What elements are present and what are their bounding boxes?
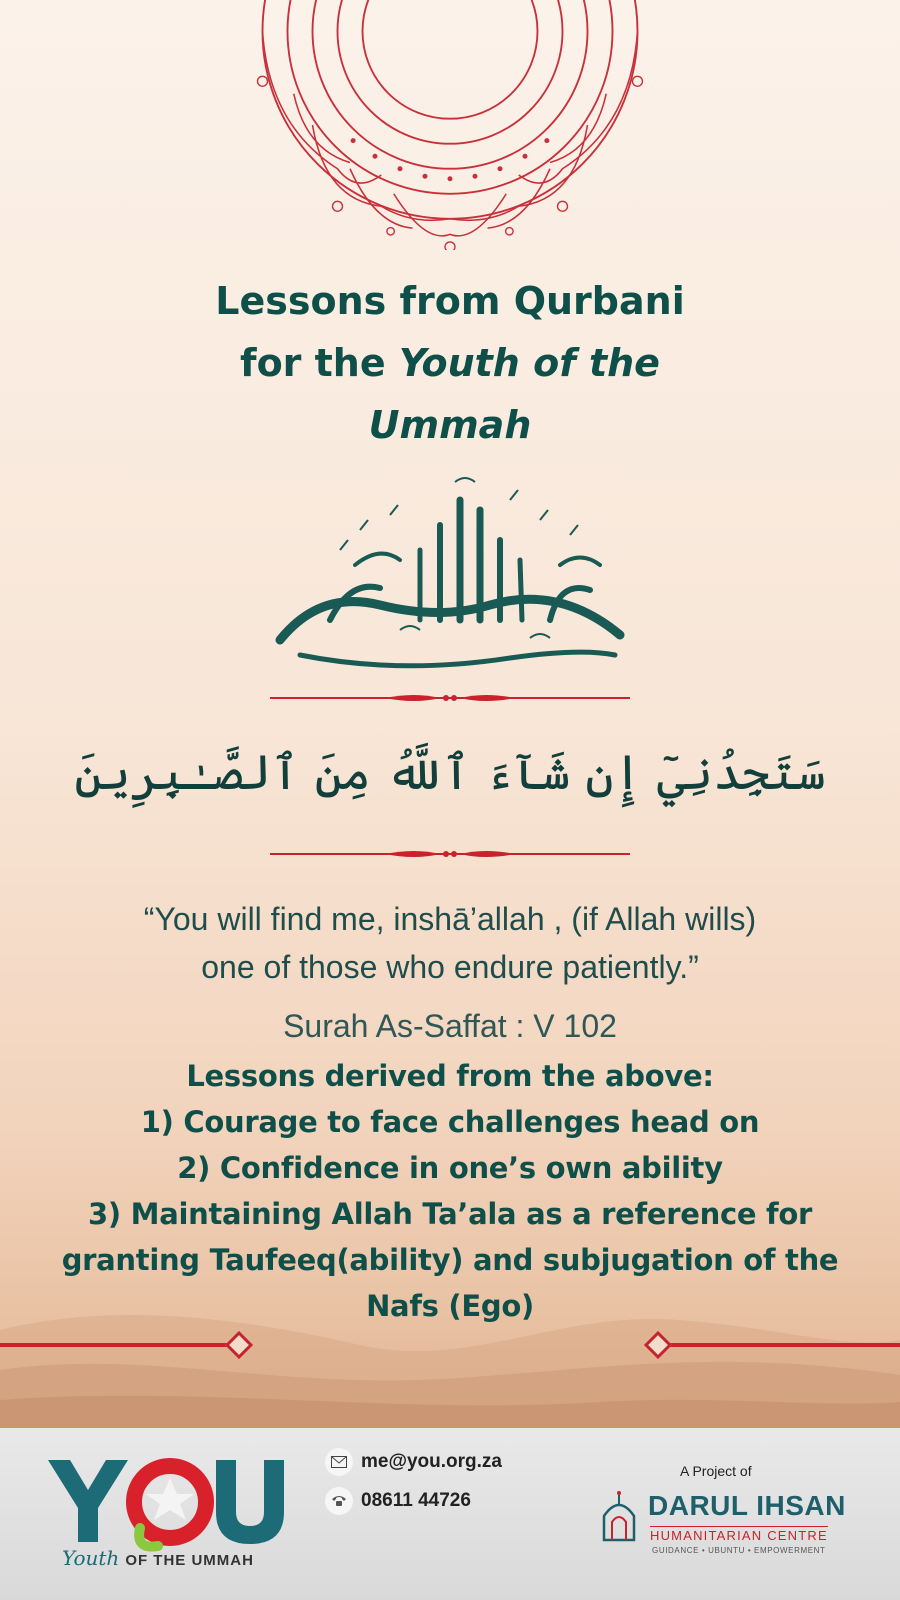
title-line-2	[0, 332, 900, 394]
darul-ihsan-subtitle: HUMANITARIAN CENTRE	[650, 1528, 828, 1543]
bismillah-calligraphy-icon	[260, 470, 640, 680]
lesson-item: 2) Confidence in one’s own ability	[177, 1151, 723, 1185]
email-text[interactable]: me@you.org.za	[361, 1451, 502, 1472]
envelope-icon	[325, 1448, 353, 1476]
red-band-left	[0, 1343, 232, 1347]
translation-line-1: “You will find me, inshā’allah , (if Allah wills)	[143, 901, 757, 937]
lessons-list	[10, 1053, 890, 1329]
title-line-1: Lessons from Qurbani	[215, 279, 685, 323]
you-tagline-script: Youth	[62, 1546, 120, 1570]
quran-ayah-arabic: سَتَجِدُنِيٓ إِن شَآءَ ٱللَّهُ مِنَ ٱلصَّـٰبِرِينَ	[74, 745, 826, 801]
you-wordmark: YOU	[163, 1585, 167, 1586]
darul-ihsan-motto: GUIDANCE • UBUNTU • EMPOWERMENT	[652, 1546, 826, 1555]
title-line-2-plain: for the	[240, 341, 399, 385]
phone-icon	[325, 1487, 353, 1515]
translation-line-2: one of those who endure patiently.”	[201, 949, 699, 985]
project-of-label: A Project of	[680, 1463, 752, 1479]
you-tagline	[62, 1546, 254, 1570]
lesson-item: 3) Maintaining Allah Ta’ala as a reference for	[88, 1197, 812, 1231]
darul-ihsan-name: DARUL IHSAN	[648, 1490, 846, 1521]
darul-ihsan-emblem-icon	[598, 1490, 640, 1546]
red-band-right	[660, 1343, 900, 1347]
footer	[0, 1428, 900, 1600]
lessons-heading: Lessons derived from the above:	[186, 1059, 714, 1093]
phone-text[interactable]: 08611 44726	[361, 1490, 471, 1511]
ornamental-divider-top	[270, 690, 630, 706]
surah-reference: Surah As-Saffat : V 102	[283, 1008, 617, 1044]
lesson-item: Nafs (Ego)	[366, 1289, 534, 1323]
ornamental-divider-bottom	[270, 846, 630, 862]
ayah-translation	[0, 895, 900, 991]
lesson-item: 1) Courage to face challenges head on	[140, 1105, 760, 1139]
title-line-3-italic: Ummah	[368, 403, 532, 447]
contact-email[interactable]	[325, 1448, 502, 1476]
you-tagline-caps: OF THE UMMAH	[125, 1552, 254, 1569]
contact-phone[interactable]	[325, 1487, 471, 1515]
page-title	[0, 270, 900, 456]
mandala-ornament-icon	[130, 0, 770, 250]
title-line-2-italic: Youth of the	[398, 341, 660, 385]
lesson-item: granting Taufeeq(ability) and subjugation of the	[61, 1243, 839, 1277]
title-line-3	[0, 394, 900, 456]
